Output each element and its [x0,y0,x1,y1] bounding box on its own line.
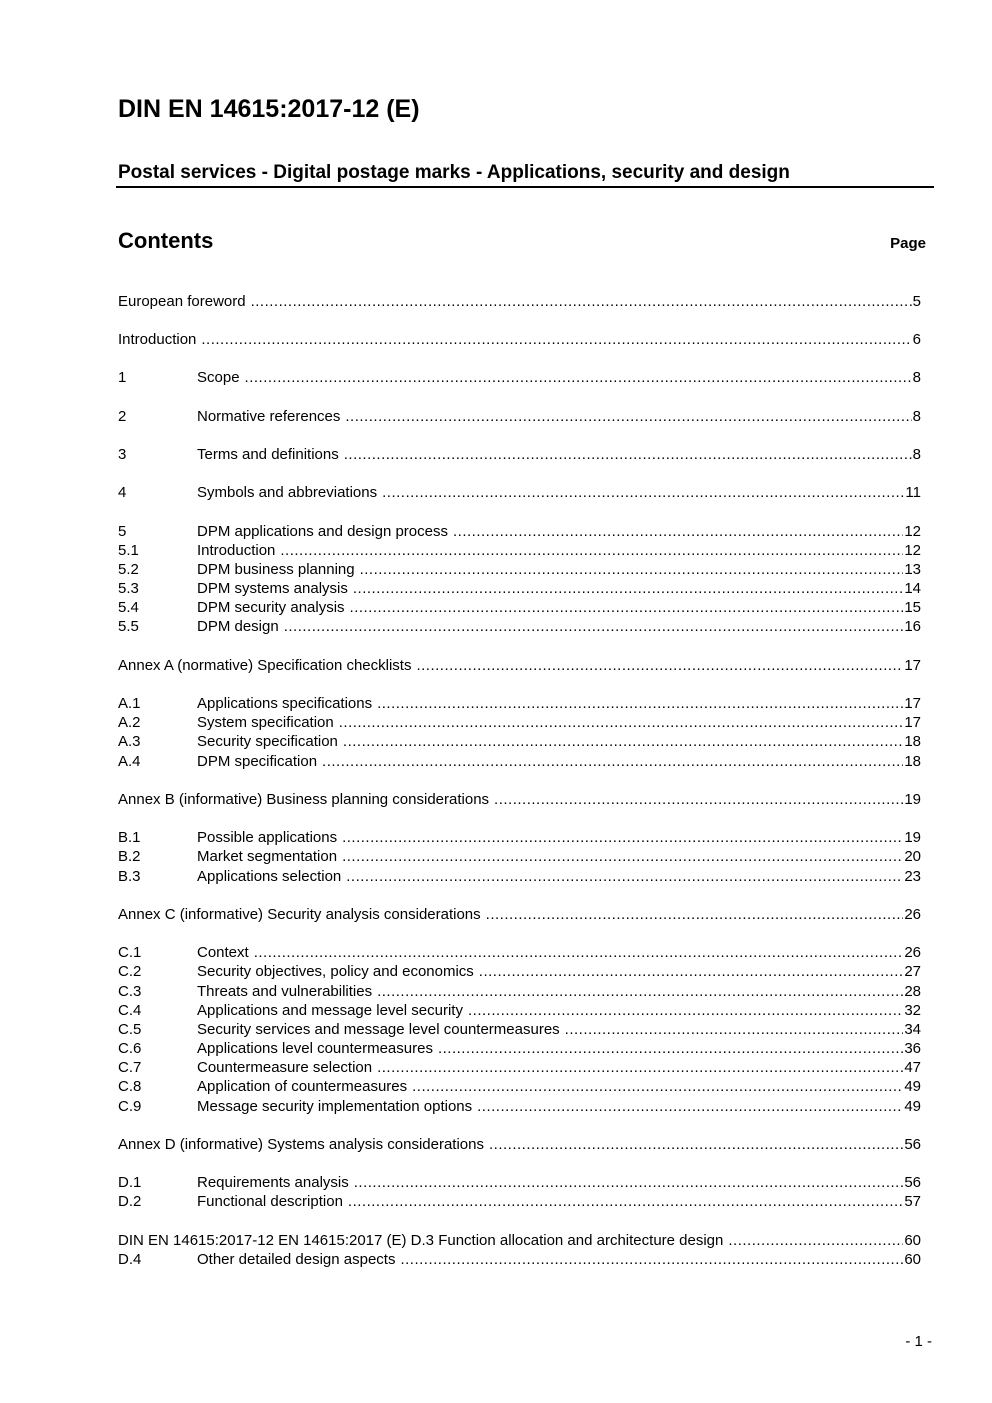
toc-entry-title: Annex C (informative) Security analysis considerations [118,906,481,923]
dot-leader [377,694,903,714]
dot-leader [494,790,903,810]
toc-entry-number: 5.5 [118,618,139,635]
dot-leader [477,1097,903,1117]
dot-leader [353,579,903,599]
toc-entry-number: C.7 [118,1059,142,1076]
toc-entry[interactable] [118,656,921,676]
toc-entry[interactable] [118,752,921,772]
dot-leader [339,713,904,733]
toc-entry-number: 1 [118,369,127,386]
toc-entry-title: Requirements analysis [197,1174,349,1191]
toc-entry-page: 36 [904,1040,921,1057]
toc-entry-title: DPM design [197,618,279,635]
toc-entry-page: 32 [904,1002,921,1019]
toc-entry-page: 60 [904,1251,921,1268]
toc-entry-number: D.1 [118,1174,142,1191]
toc-entry-page: 12 [904,523,921,540]
toc-entry[interactable] [118,522,921,542]
toc-entry-title: Market segmentation [197,848,338,865]
toc-entry-page: 56 [904,1136,921,1153]
toc-entry[interactable] [118,694,921,714]
toc-entry[interactable] [118,732,921,752]
toc-entry-number: C.5 [118,1021,142,1038]
toc-entry[interactable] [118,1192,921,1212]
dot-leader [377,982,903,1002]
page-number: - 1 - [905,1333,932,1350]
page-column-heading: Page [890,235,926,252]
toc-entry-number: C.3 [118,983,142,1000]
toc-entry-number: C.1 [118,944,142,961]
toc-entry[interactable] [118,1135,921,1155]
toc-entry-number: 2 [118,408,127,425]
toc-entry[interactable] [118,1097,921,1117]
document-id: DIN EN 14615:2017-12 (E) [118,95,420,123]
toc-entry-page: 8 [912,369,921,386]
dot-leader [251,292,912,312]
toc-entry-title: Possible applications [197,829,338,846]
toc-entry[interactable] [118,962,921,982]
toc-entry-title: DPM security analysis [197,599,345,616]
toc-entry-number: C.2 [118,963,142,980]
toc-entry[interactable] [118,1020,921,1040]
toc-entry[interactable] [118,943,921,963]
title-underline [116,186,934,188]
toc-entry-number: D.2 [118,1193,142,1210]
dot-leader [565,1020,904,1040]
toc-entry-title: Applications and message level security [197,1002,463,1019]
toc-entry-page: 26 [904,944,921,961]
toc-entry-page: 17 [904,714,921,731]
toc-entry-page: 34 [904,1021,921,1038]
toc-entry-title: System specification [197,714,334,731]
dot-leader [400,1250,903,1270]
dot-leader [489,1135,903,1155]
dot-leader [438,1039,903,1059]
toc-entry-title: Countermeasure selection [197,1059,373,1076]
toc-entry-page: 12 [904,542,921,559]
toc-entry-number: 5.4 [118,599,139,616]
dot-leader [468,1001,903,1021]
toc-entry-page: 49 [904,1098,921,1115]
dot-leader [382,483,904,503]
dot-leader [377,1058,903,1078]
toc-entry[interactable] [118,560,921,580]
dot-leader [345,407,911,427]
toc-entry[interactable] [118,368,921,388]
toc-entry-number: B.1 [118,829,141,846]
toc-entry-page: 17 [904,657,921,674]
toc-entry-page: 16 [904,618,921,635]
toc-entry-title: DPM business planning [197,561,355,578]
toc-entry-title: Security services and message level countermeasures [197,1021,560,1038]
toc-entry[interactable] [118,905,921,925]
toc-entry[interactable] [118,598,921,618]
toc-entry-number: D.4 [118,1251,142,1268]
toc-entry-title: European foreword [118,293,246,310]
toc-entry-page: 18 [904,733,921,750]
toc-entry[interactable] [118,1001,921,1021]
toc-entry-title: DIN EN 14615:2017-12 EN 14615:2017 (E) D.3 Function allocation and architecture design [118,1232,724,1249]
dot-leader [486,905,904,925]
document-title: Postal services - Digital postage marks - Applications, security and design [118,162,790,183]
toc-entry[interactable] [118,1077,921,1097]
toc-entry-number: C.9 [118,1098,142,1115]
toc-entry-page: 19 [904,791,921,808]
dot-leader [350,598,904,618]
dot-leader [201,330,911,350]
toc-entry-title: Annex D (informative) Systems analysis considerations [118,1136,484,1153]
toc-entry-number: 5 [118,523,127,540]
dot-leader [412,1077,903,1097]
toc-entry-number: A.2 [118,714,141,731]
toc-entry-title: Normative references [197,408,341,425]
toc-entry-title: DPM applications and design process [197,523,448,540]
toc-entry[interactable] [118,579,921,599]
dot-leader [342,847,903,867]
toc-entry-title: Annex B (informative) Business planning considerations [118,791,490,808]
toc-entry-page: 28 [904,983,921,1000]
toc-entry-page: 57 [904,1193,921,1210]
dot-leader [344,445,912,465]
toc-entry-page: 15 [904,599,921,616]
toc-entry-number: A.1 [118,695,141,712]
dot-leader [322,752,903,772]
dot-leader [245,368,912,388]
toc-entry-title: DPM specification [197,753,318,770]
toc-entry-page: 18 [904,753,921,770]
toc-entry-page: 26 [904,906,921,923]
dot-leader [416,656,903,676]
toc-entry[interactable] [118,828,921,848]
toc-entry[interactable] [118,1231,921,1251]
toc-entry-number: 5.3 [118,580,139,597]
toc-entry-number: A.4 [118,753,141,770]
toc-entry[interactable] [118,713,921,733]
toc-entry-number: 4 [118,484,127,501]
toc-entry-title: Introduction [197,542,276,559]
toc-entry-title: Security specification [197,733,338,750]
toc-entry[interactable] [118,483,921,503]
toc-entry-number: 3 [118,446,127,463]
toc-entry-page: 8 [912,408,921,425]
dot-leader [348,1192,903,1212]
toc-entry[interactable] [118,617,921,637]
toc-entry[interactable] [118,292,921,312]
toc-entry-title: Threats and vulnerabilities [197,983,373,1000]
dot-leader [343,732,903,752]
toc-entry-title: Application of countermeasures [197,1078,408,1095]
toc-entry-title: Applications specifications [197,695,373,712]
toc-entry[interactable] [118,1250,921,1270]
toc-entry-title: Terms and definitions [197,446,339,463]
dot-leader [354,1173,904,1193]
toc-entry-title: Applications selection [197,868,342,885]
toc-entry-page: 8 [912,446,921,463]
toc-entry-page: 13 [904,561,921,578]
toc-entry[interactable] [118,541,921,561]
toc-entry-title: Context [197,944,249,961]
toc-entry-title: Other detailed design aspects [197,1251,396,1268]
toc-entry-number: C.6 [118,1040,142,1057]
toc-entry-number: 5.2 [118,561,139,578]
toc-entry[interactable] [118,847,921,867]
toc-entry-title: Message security implementation options [197,1098,473,1115]
dot-leader [479,962,904,982]
toc-entry-page: 19 [904,829,921,846]
toc-entry[interactable] [118,330,921,350]
toc-entry[interactable] [118,1039,921,1059]
toc-entry[interactable] [118,1173,921,1193]
dot-leader [453,522,903,542]
dot-leader [254,943,904,963]
dot-leader [284,617,904,637]
toc-entry-title: Functional description [197,1193,343,1210]
toc-entry-page: 23 [904,868,921,885]
dot-leader [360,560,904,580]
dot-leader [280,541,903,561]
toc-entry-title: Introduction [118,331,197,348]
toc-entry-number: B.2 [118,848,141,865]
dot-leader [342,828,903,848]
toc-entry-page: 20 [904,848,921,865]
toc-entry-title: Scope [197,369,240,386]
toc-entry-title: Annex A (normative) Specification checklists [118,657,412,674]
toc-entry[interactable] [118,407,921,427]
toc-entry-page: 60 [904,1232,921,1249]
toc-entry[interactable] [118,790,921,810]
toc-entry-page: 17 [904,695,921,712]
toc-entry-number: C.4 [118,1002,142,1019]
toc-entry[interactable] [118,445,921,465]
dot-leader [346,867,903,887]
contents-heading: Contents [118,228,214,253]
toc-entry[interactable] [118,867,921,887]
toc-entry-number: C.8 [118,1078,142,1095]
toc-entry-page: 6 [912,331,921,348]
toc-entry[interactable] [118,1058,921,1078]
toc-entry-page: 14 [904,580,921,597]
toc-entry-page: 11 [905,484,921,501]
toc-entry-title: Applications level countermeasures [197,1040,433,1057]
toc-entry-page: 5 [912,293,921,310]
toc-entry-page: 49 [904,1078,921,1095]
toc-entry-title: DPM systems analysis [197,580,348,597]
toc-entry-number: B.3 [118,868,141,885]
toc-entry-number: A.3 [118,733,141,750]
toc-entry-page: 47 [904,1059,921,1076]
toc-entry[interactable] [118,982,921,1002]
toc-entry-page: 27 [904,963,921,980]
toc-entry-title: Symbols and abbreviations [197,484,378,501]
toc-entry-number: 5.1 [118,542,139,559]
dot-leader [728,1231,903,1251]
toc-entry-page: 56 [904,1174,921,1191]
toc-entry-title: Security objectives, policy and economics [197,963,474,980]
